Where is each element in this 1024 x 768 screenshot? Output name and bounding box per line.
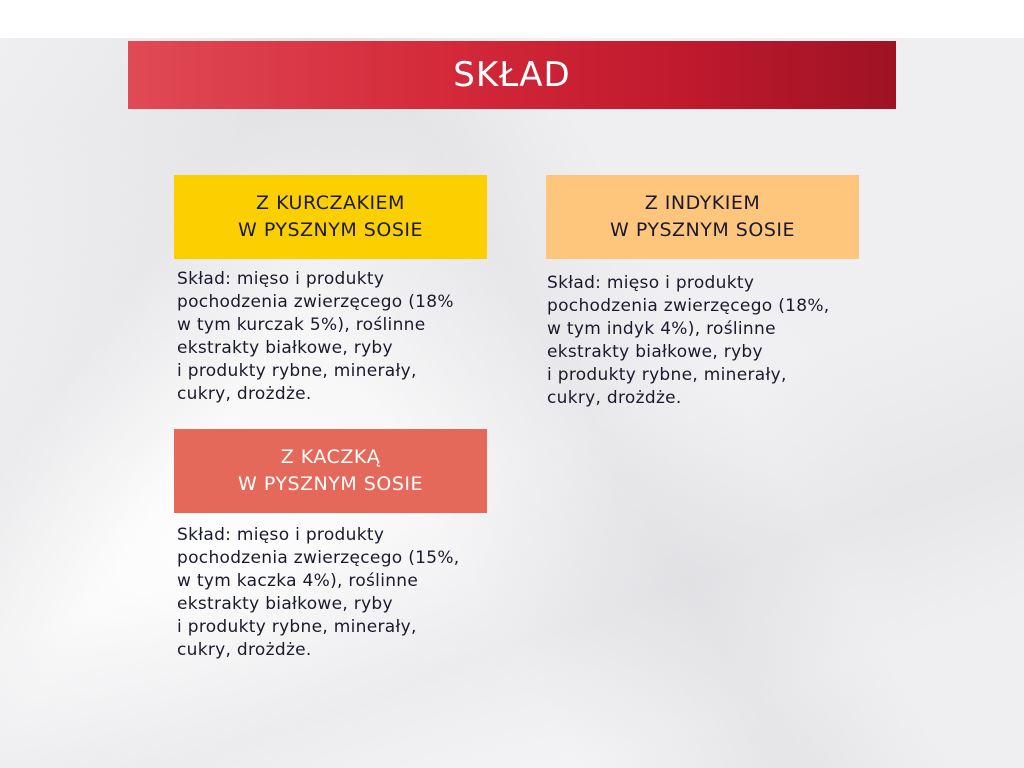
variant-description-chicken	[177, 268, 454, 406]
variant-title-line: W PYSZNYM SOSIE	[238, 473, 423, 495]
variant-title-line: Z INDYKIEM	[644, 192, 761, 214]
header-banner	[128, 41, 896, 109]
variant-description-duck	[177, 524, 460, 662]
description-line: pochodzenia zwierzęcego (18%,	[547, 296, 830, 316]
top-white-strip	[0, 0, 1024, 38]
variant-title-line: Z KURCZAKIEM	[256, 192, 405, 214]
description-line: ekstrakty białkowe, ryby	[177, 594, 393, 614]
description-line: cukry, drożdże.	[177, 384, 312, 404]
description-line: pochodzenia zwierzęcego (18%	[177, 292, 454, 312]
variant-label-duck	[174, 429, 487, 513]
variant-title-line: Z KACZKĄ	[280, 446, 381, 468]
variant-label-chicken	[174, 175, 487, 259]
description-line: i produkty rybne, minerały,	[547, 365, 787, 385]
description-line: pochodzenia zwierzęcego (15%,	[177, 548, 460, 568]
marble-background	[0, 38, 1024, 768]
page-title: SKŁAD	[453, 55, 571, 95]
description-line: Skład: mięso i produkty	[177, 525, 385, 545]
variant-title-line: W PYSZNYM SOSIE	[238, 219, 423, 241]
description-line: Skład: mięso i produkty	[177, 269, 385, 289]
variant-label-turkey	[546, 175, 859, 259]
description-line: ekstrakty białkowe, ryby	[177, 338, 393, 358]
variant-description-turkey	[547, 272, 830, 410]
description-line: i produkty rybne, minerały,	[177, 361, 417, 381]
description-line: ekstrakty białkowe, ryby	[547, 342, 763, 362]
description-line: cukry, drożdże.	[547, 388, 682, 408]
description-line: w tym kaczka 4%), roślinne	[177, 571, 419, 591]
description-line: Skład: mięso i produkty	[547, 273, 755, 293]
description-line: cukry, drożdże.	[177, 640, 312, 660]
description-line: w tym indyk 4%), roślinne	[547, 319, 776, 339]
variant-title-line: W PYSZNYM SOSIE	[610, 219, 795, 241]
description-line: w tym kurczak 5%), roślinne	[177, 315, 426, 335]
description-line: i produkty rybne, minerały,	[177, 617, 417, 637]
